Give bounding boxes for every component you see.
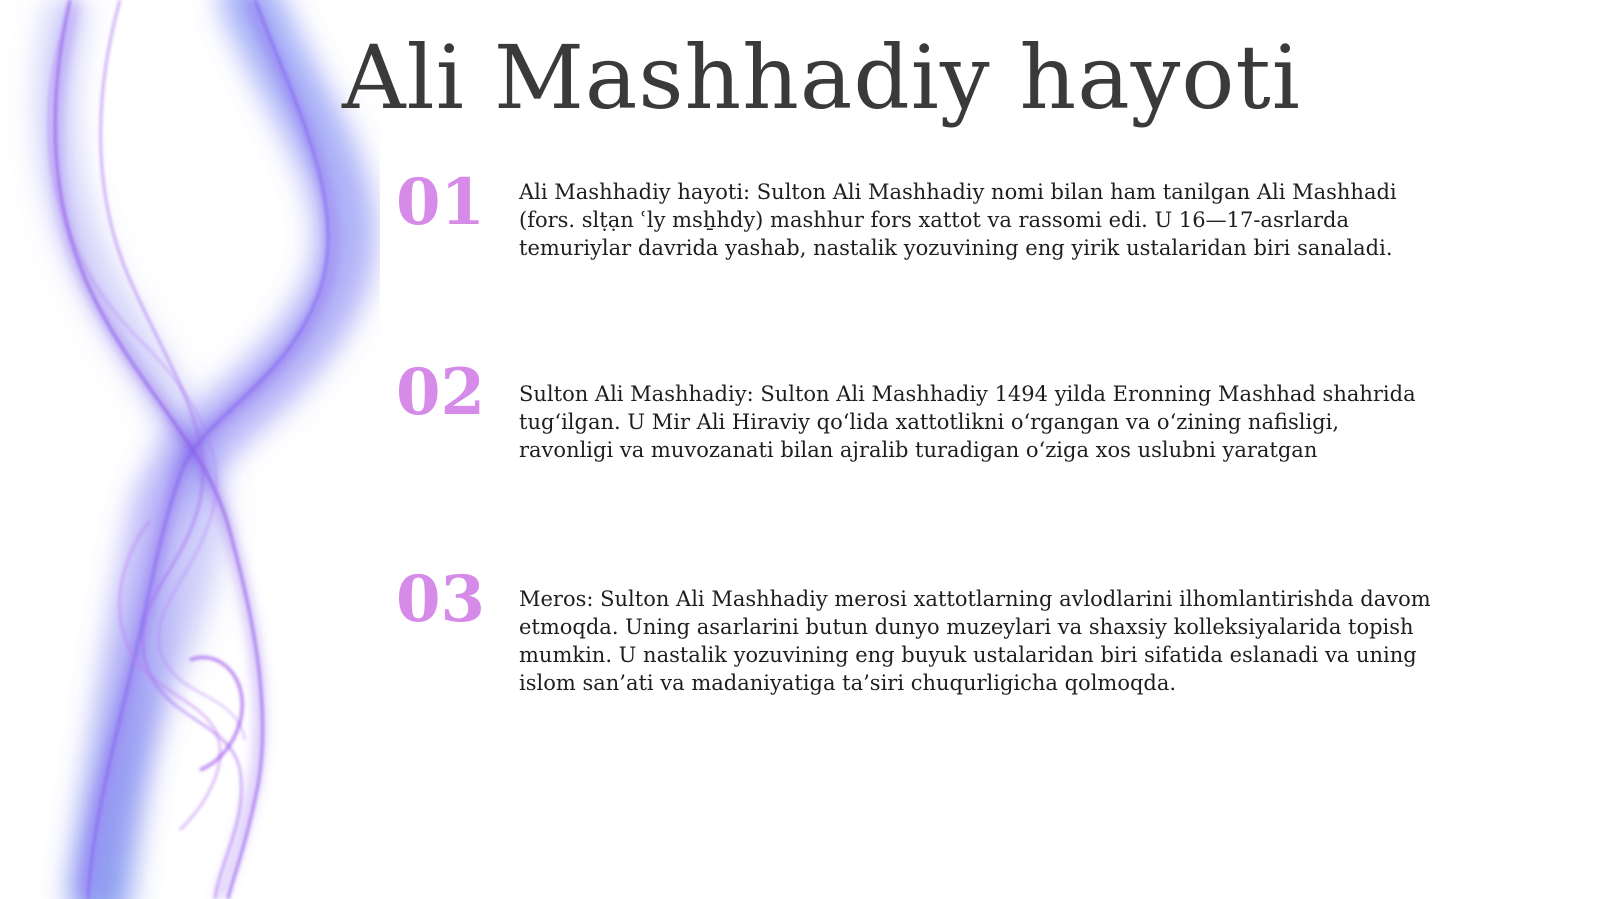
- item-text: Meros: Sulton Ali Mashhadiy merosi xattotlarning avlodlarini ilhomlantirishda davom etmoqda. Uning asarlarini butun dunyo muzeylari va shaxsiy kolleksiyalarida topish mumkin. U nastalik yozuvining eng buyuk ustalaridan biri sifatida eslanadi va uning islom san’ati va madaniyatiga ta’siri chuqurligicha qolmoqda.: [519, 587, 1431, 695]
- smoke-decoration-image: [0, 0, 380, 899]
- item-text: Ali Mashhadiy hayoti: Sulton Ali Mashhadiy nomi bilan ham tanilgan Ali Mashhadi (fors. slṭạn ʿly msẖhdy) mashhur fors xattot va rassomi edi. U 16—17-asrlarda temuriylar davrida yashab, nastalik yozuvining eng yirik ustalaridan biri sanaladi.: [519, 180, 1397, 260]
- item-text: Sulton Ali Mashhadiy: Sulton Ali Mashhadiy 1494 yilda Eronning Mashhad shahrida tugʻilgan. U Mir Ali Hiraviy qoʻlida xattotlikni oʻrgangan va oʻzining nafisligi, ravonligi va muvozanati bilan ajralib turadigan oʻziga xos uslubni yaratgan: [519, 382, 1416, 462]
- item-number: 01: [396, 165, 486, 240]
- item-number: 02: [396, 355, 486, 430]
- slide-title: Ali Mashhadiy hayoti: [342, 26, 1301, 129]
- item-number: 03: [396, 562, 486, 637]
